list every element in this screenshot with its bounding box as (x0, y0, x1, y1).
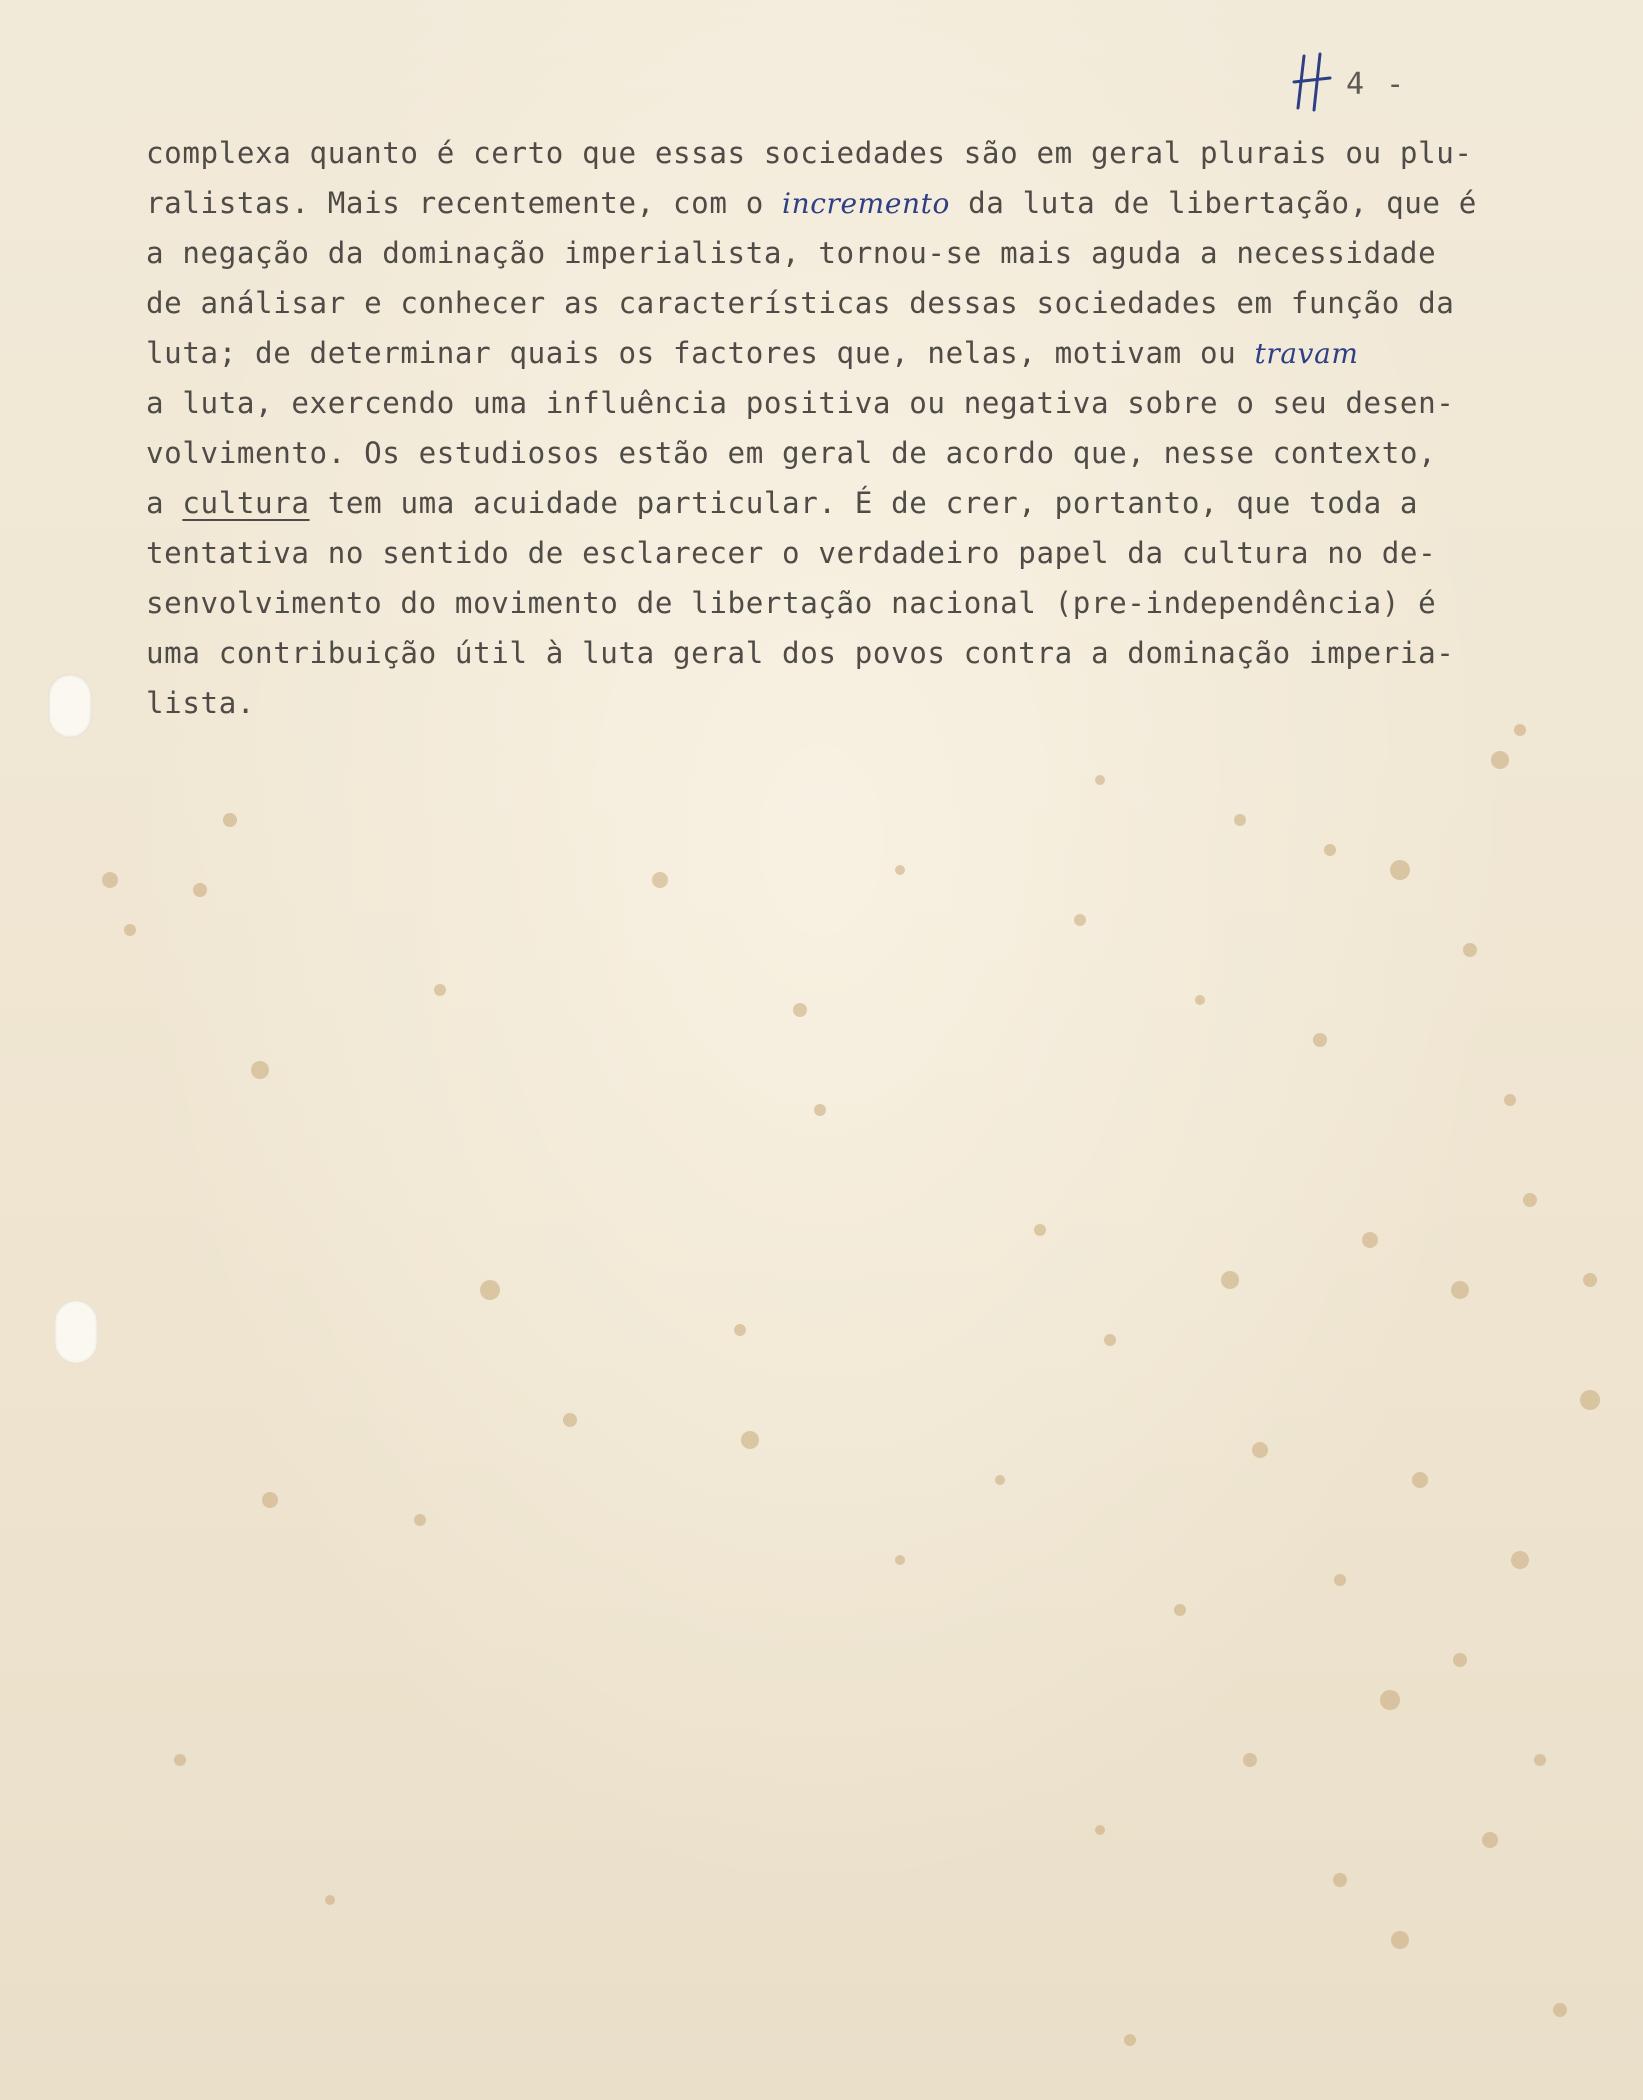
text-line-11: uma contribuição útil à luta geral dos povos contra a dominação imperia- (146, 636, 1455, 670)
handwritten-insertion: incremento (782, 187, 950, 220)
page-number-text: 4 - (1346, 67, 1407, 102)
text-line-1: complexa quanto é certo que essas sociedades são em geral plurais ou plu- (146, 136, 1473, 170)
text-line-4: de análisar e conhecer as características dessas sociedades em função da (146, 286, 1455, 320)
punch-hole (54, 1300, 98, 1364)
text-line-12: lista. (146, 686, 256, 720)
text-line-7: volvimento. Os estudiosos estão em geral de acordo que, nesse contexto, (146, 436, 1437, 470)
text-line-3: a negação da dominação imperialista, tornou-se mais aguda a necessidade (146, 236, 1437, 270)
underlined-word: cultura (182, 486, 310, 520)
typed-paragraph (146, 128, 1626, 728)
page-number (1290, 52, 1406, 112)
text-line-2: ralistas. Mais recentemente, com o incremento da luta de libertação, que é (146, 186, 1477, 220)
text-line-8: a cultura tem uma acuidade particular. É de crer, portanto, que toda a (146, 486, 1419, 520)
text-line-9: tentativa no sentido de esclarecer o verdadeiro papel da cultura no de- (146, 536, 1437, 570)
text-line-5: luta; de determinar quais os factores que, nelas, motivam ou travam (146, 336, 1359, 370)
handwritten-insertion: travam (1254, 337, 1359, 370)
punch-hole (48, 674, 92, 738)
text-line-6: a luta, exercendo uma influência positiva ou negativa sobre o seu desen- (146, 386, 1455, 420)
handwritten-page-mark-icon (1290, 52, 1338, 112)
text-line-10: senvolvimento do movimento de libertação nacional (pre-independência) é (146, 586, 1437, 620)
